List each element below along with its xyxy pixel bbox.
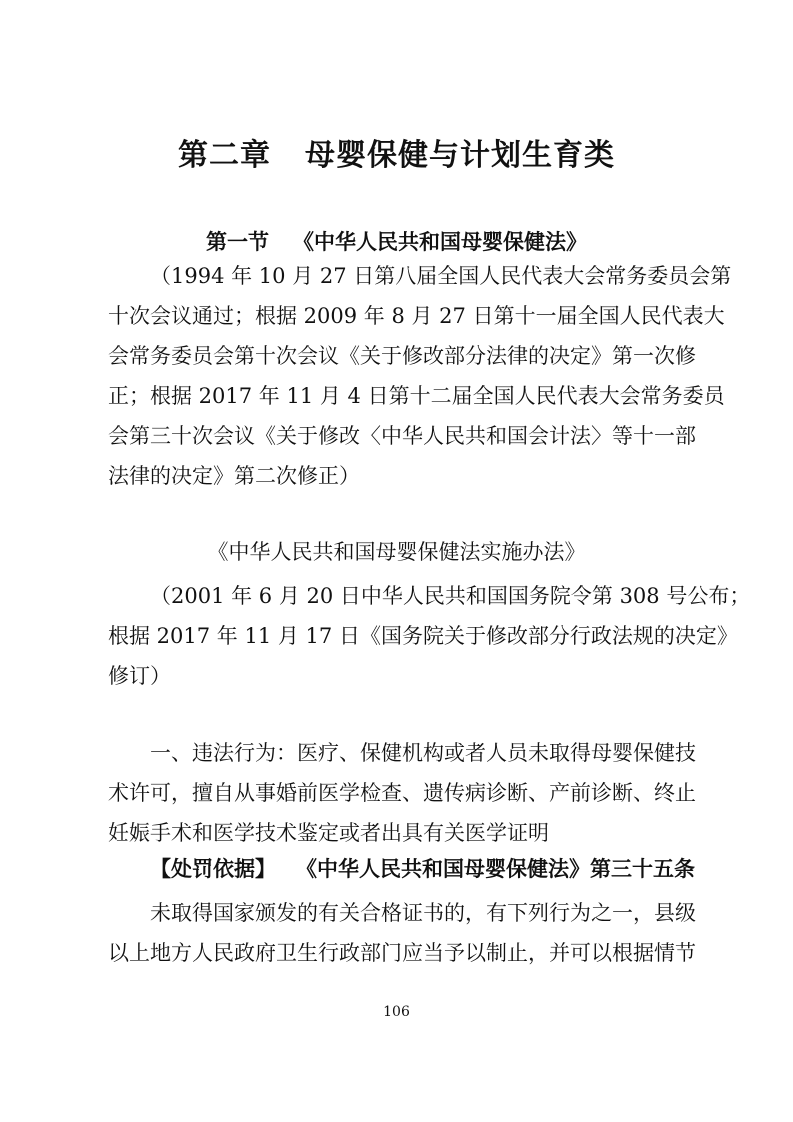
section-name: 《中华人民共和国母婴保健法》 bbox=[293, 229, 587, 254]
text-line: 修订） bbox=[108, 664, 171, 688]
text-line: 以上地方人民政府卫生行政部门应当予以制止，并可以根据情节 bbox=[108, 941, 696, 965]
regulation-title: 《中华人民共和国母婴保健法实施办法》 bbox=[207, 540, 586, 564]
law-history-paragraph bbox=[108, 256, 732, 496]
article-paragraph bbox=[108, 893, 696, 973]
penalty-basis-label: 【处罚依据】 bbox=[150, 856, 276, 881]
regulation-history-paragraph bbox=[108, 576, 751, 696]
violation-paragraph bbox=[108, 733, 696, 853]
text-line: （1994 年 10 月 27 日第八届全国人民代表大会常务委员会第 bbox=[150, 264, 732, 288]
penalty-basis-reference: 《中华人民共和国母婴保健法》第三十五条 bbox=[296, 856, 695, 881]
text-line: 术许可，擅自从事婚前医学检查、遗传病诊断、产前诊断、终止 bbox=[108, 781, 696, 805]
section-title bbox=[0, 226, 793, 256]
text-line: 一、违法行为：医疗、保健机构或者人员未取得母婴保健技 bbox=[150, 741, 696, 765]
chapter-prefix: 第二章 bbox=[178, 138, 271, 173]
penalty-basis bbox=[150, 853, 710, 883]
text-line: 妊娠手术和医学技术鉴定或者出具有关医学证明 bbox=[108, 821, 549, 845]
page-number: 106 bbox=[383, 1004, 410, 1020]
text-line: （2001 年 6 月 20 日中华人民共和国国务院令第 308 号公布； bbox=[150, 584, 751, 608]
text-line: 未取得国家颁发的有关合格证书的，有下列行为之一，县级 bbox=[150, 901, 696, 925]
text-line: 根据 2017 年 11 月 17 日《国务院关于修改部分行政法规的决定》 bbox=[108, 624, 738, 648]
text-line: 十次会议通过；根据 2009 年 8 月 27 日第十一届全国人民代表大 bbox=[108, 304, 725, 328]
chapter-title bbox=[0, 130, 793, 174]
text-line: 正；根据 2017 年 11 月 4 日第十二届全国人民代表大会常务委员 bbox=[108, 384, 725, 408]
chapter-name: 母婴保健与计划生育类 bbox=[305, 138, 615, 173]
text-line: 会第三十次会议《关于修改〈中华人民共和国会计法〉等十一部 bbox=[108, 424, 696, 448]
section-prefix: 第一节 bbox=[206, 229, 269, 254]
text-line: 会常务委员会第十次会议《关于修改部分法律的决定》第一次修 bbox=[108, 344, 696, 368]
text-line: 法律的决定》第二次修正） bbox=[108, 464, 360, 488]
